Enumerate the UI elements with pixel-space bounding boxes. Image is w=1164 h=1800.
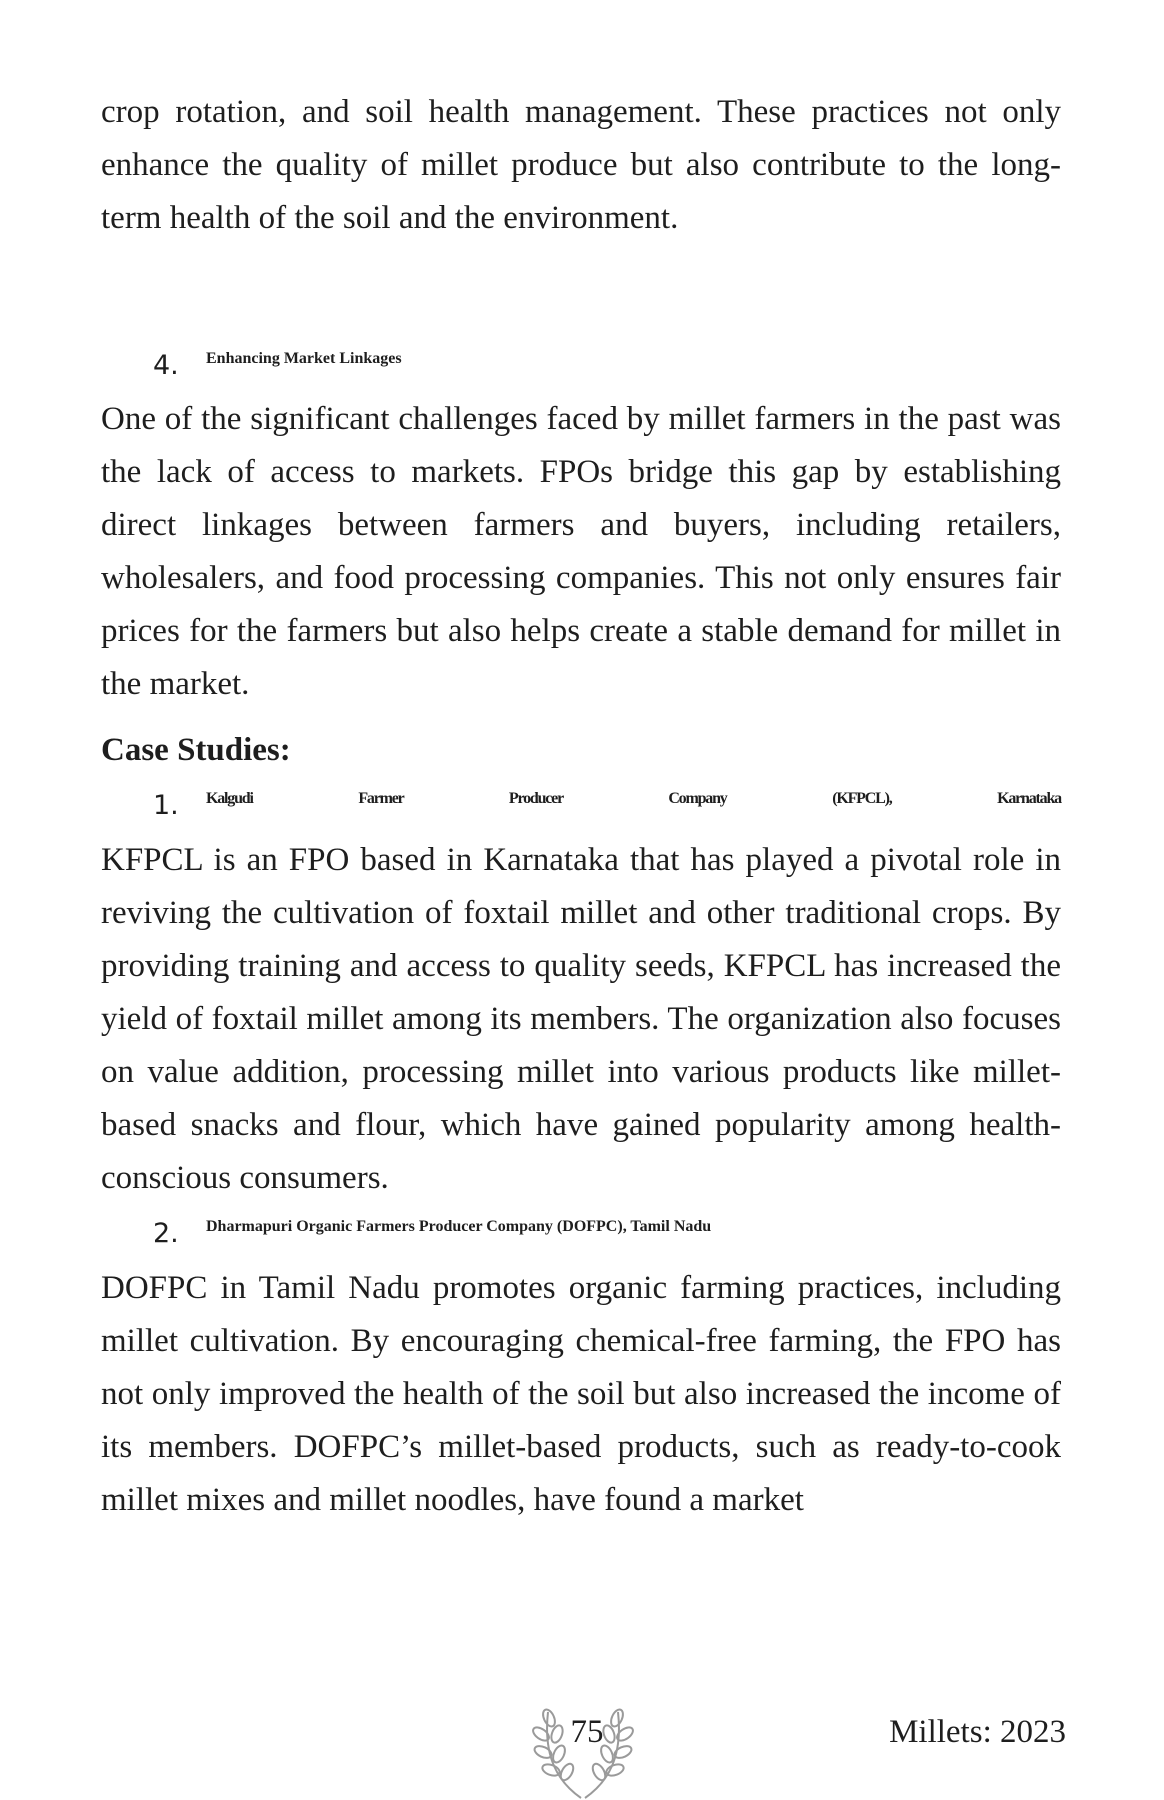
book-title: Millets: 2023 [889, 1714, 1066, 1750]
section-heading [101, 350, 1061, 381]
section-paragraph: One of the significant challenges faced by millet farmers in the past was the lack of access to markets. FPOs bridge this gap by establishing direct linkages between farmers and buyers, including retailers, wholesalers, and food processing companies. This not only ensures fair prices for the farmers but also helps create a stable demand for millet in the market. [101, 401, 1061, 702]
page-number: 75 [570, 1714, 604, 1750]
case-study-1-title: Kalgudi Farmer Producer Company (KFPCL), Karnataka [206, 790, 1061, 807]
case-study-1-heading [101, 790, 1061, 821]
case-studies-heading: Case Studies: [101, 732, 291, 768]
section-number: 4. [153, 350, 179, 381]
page-footer [0, 1700, 1164, 1800]
case-study-2-number: 2. [153, 1218, 179, 1249]
case-study-2-title: Dharmapuri Organic Farmers Producer Company (DOFPC), Tamil Nadu [206, 1218, 712, 1235]
case-study-2-paragraph: DOFPC in Tamil Nadu promotes organic farming practices, including millet cultivation. By encouraging chemical-free farming, the FPO has not only improved the health of the soil but also increased the income of its members. DOFPC’s millet-based products, such as ready-to-cook millet mixes and millet noodles, have found a market [101, 1270, 1061, 1518]
case-study-1-number: 1. [153, 790, 179, 821]
intro-paragraph: crop rotation, and soil health management. These practices not only enhance the quality of millet produce but also contribute to the long-term health of the soil and the environment. [101, 94, 1061, 236]
case-study-2-heading [101, 1218, 1061, 1249]
case-study-1-paragraph: KFPCL is an FPO based in Karnataka that has played a pivotal role in reviving the cultivation of foxtail millet and other traditional crops. By providing training and access to quality seeds, KFPCL has increased the yield of foxtail millet among its members. The organization also focuses on value addition, processing millet into various products like millet-based snacks and flour, which have gained popularity among health-conscious consumers. [101, 842, 1061, 1196]
section-title: Enhancing Market Linkages [206, 350, 402, 367]
page-body [101, 86, 1061, 1527]
